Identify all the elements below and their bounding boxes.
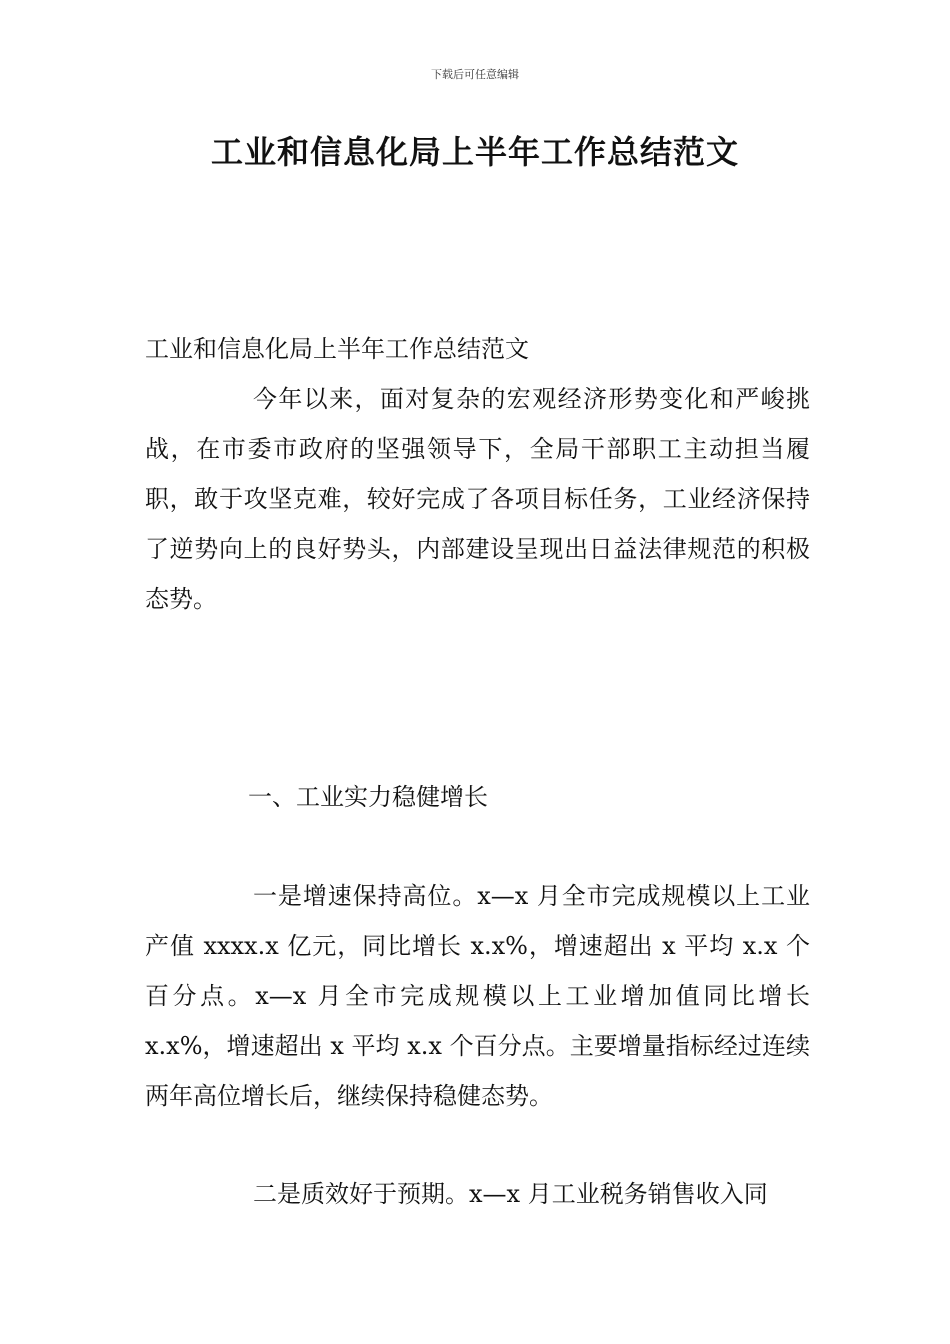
header-note: 下载后可任意编辑 [431, 68, 519, 81]
paragraph-1: 一是增速保持高位。x—x 月全市完成规模以上工业产值 xxxx.x 亿元，同比增长 x.x%，增速超出 x 平均 x.x 个百分点。x—x 月全市完成规模以上工业增加值同比增长 x.x%，增速超出 x 平均 x.x 个百分点。主要增量指标经过连续两年高位增长后，继续保持稳健态势。 [145, 882, 810, 1110]
section-1-heading: 一、工业实力稳健增长 [248, 783, 488, 811]
intro-paragraph: 今年以来，面对复杂的宏观经济形势变化和严峻挑战，在市委市政府的坚强领导下，全局干部职工主动担当履职，敢于攻坚克难，较好完成了各项目标任务，工业经济保持了逆势向上的良好势头，内部建设呈现出日益法律规范的积极态势。 [145, 385, 810, 613]
document-title: 工业和信息化局上半年工作总结范文 [210, 133, 739, 171]
document-subtitle-line: 工业和信息化局上半年工作总结范文 [145, 335, 529, 363]
paragraph-2: 二是质效好于预期。x—x 月工业税务销售收入同 [253, 1180, 768, 1208]
